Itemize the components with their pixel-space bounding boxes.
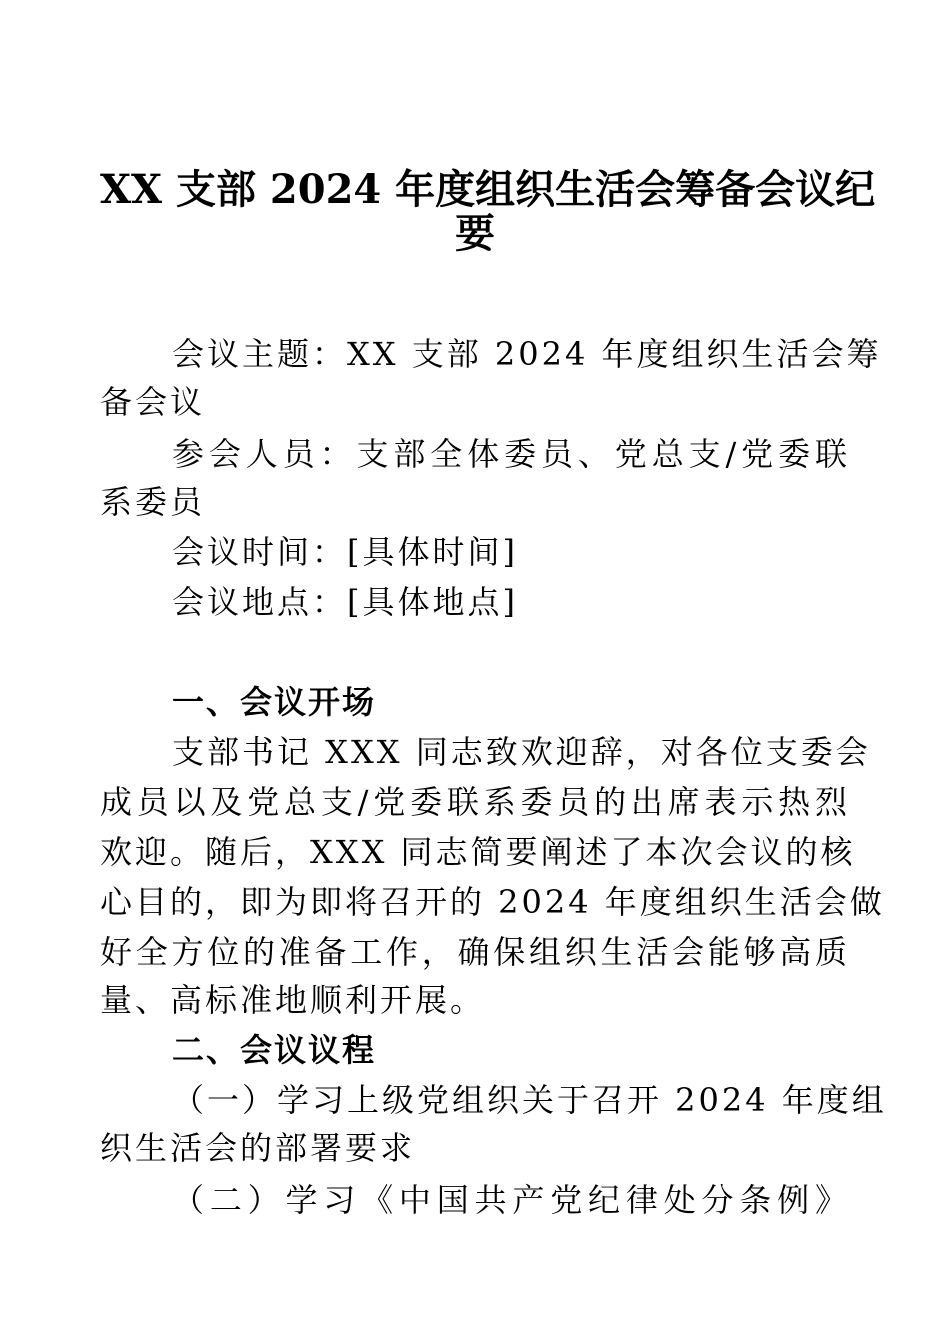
section2-heading: 二、会议议程 [172,1031,377,1069]
meeting-attendees-line1: 参会人员：支部全体委员、党总支/党委联 [172,435,850,473]
section1-paragraph-line: 心目的，即为即将召开的 2024 年度组织生活会做 [100,883,885,921]
meeting-place: 会议地点：[具体地点] [172,583,518,621]
meeting-topic-line2: 备会议 [100,383,206,421]
agenda-item1-line2: 织生活会的部署要求 [100,1129,416,1167]
meeting-topic-line1: 会议主题：XX 支部 2024 年度组织生活会筹 [172,335,882,373]
document-title-line2: 要 [455,210,495,257]
section1-paragraph-line: 欢迎。随后，XXX 同志简要阐述了本次会议的核 [100,833,856,871]
agenda-item1-line1: （一）学习上级党组织关于召开 2024 年度组 [172,1081,887,1119]
meeting-attendees-line2: 系委员 [100,483,206,521]
section1-paragraph-line: 成员以及党总支/党委联系委员的出席表示热烈 [100,783,850,821]
meeting-time: 会议时间：[具体时间] [172,533,518,571]
section1-paragraph-line: 支部书记 XXX 同志致欢迎辞，对各位支委会 [172,733,871,771]
document-title-line1: XX 支部 2024 年度组织生活会筹备会议纪 [100,166,876,213]
section1-paragraph-line: 好全方位的准备工作，确保组织生活会能够高质 [100,933,850,971]
section1-paragraph-line: 量、高标准地顺利开展。 [100,981,486,1019]
section1-heading: 一、会议开场 [172,683,377,721]
agenda-item2: （二）学习《中国共产党纪律处分条例》 [172,1181,850,1219]
